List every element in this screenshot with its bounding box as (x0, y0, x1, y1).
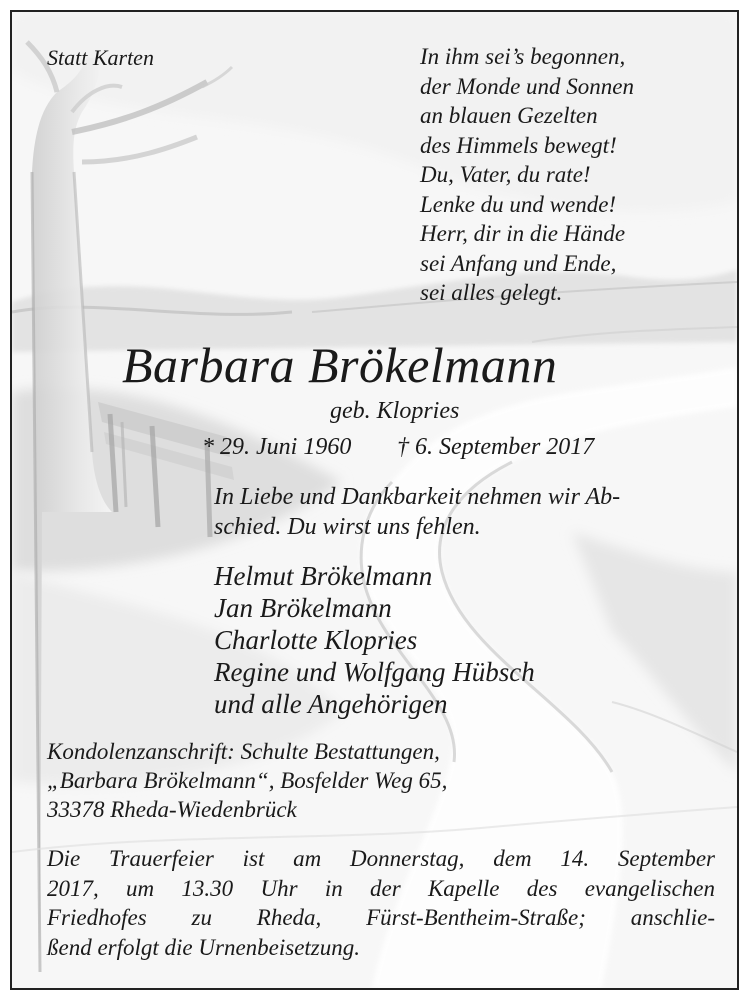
farewell-line: schied. Du wirst uns fehlen. (214, 514, 481, 540)
poem-line: Lenke du und wende! (420, 191, 617, 217)
deceased-name: Barbara Brökelmann (122, 337, 558, 393)
poem-line: der Monde und Sonnen (420, 73, 634, 99)
statt-karten-note: Statt Karten (47, 45, 154, 70)
poem-line: In ihm sei’s begonnen, (420, 44, 626, 69)
condolence-line: Kondolenzanschrift: Schulte Bestattungen, (47, 739, 440, 764)
farewell-line: In Liebe und Dankbarkeit nehmen wir Ab- (214, 484, 621, 510)
funeral-line: Die Trauerfeier ist am Donnerstag, dem 14. September (47, 846, 715, 871)
funeral-line: Friedhofes zu Rheda, Fürst-Bentheim-Straße; anschlie- (47, 905, 715, 930)
condolence-line: „Barbara Brökelmann“, Bosfelder Weg 65, (47, 768, 448, 793)
funeral-line: ßend erfolgt die Urnenbeisetzung. (47, 934, 361, 960)
poem-line: sei alles gelegt. (420, 280, 563, 305)
poem-line: Herr, dir in die Hände (420, 221, 626, 246)
poem-line: an blauen Gezelten (420, 103, 598, 128)
condolence-line: 33378 Rheda-Wiedenbrück (47, 797, 297, 822)
family-member: Jan Brökelmann (214, 593, 392, 623)
poem-line: sei Anfang und Ende, (420, 250, 617, 276)
funeral-notice (47, 844, 715, 962)
funeral-line: 2017, um 13.30 Uhr in der Kapelle des evangelischen (47, 875, 715, 901)
obituary-card (10, 10, 739, 990)
family-member: Charlotte Klopries (214, 625, 418, 655)
death-date: † 6. September 2017 (397, 434, 595, 460)
family-member: Helmut Brökelmann (214, 561, 433, 591)
family-member: und alle Angehörigen (214, 689, 448, 719)
maiden-name: geb. Klopries (330, 398, 460, 424)
birth-date: * 29. Juni 1960 (202, 434, 352, 460)
poem-line: Du, Vater, du rate! (420, 162, 591, 187)
poem-line: des Himmels bewegt! (420, 132, 617, 158)
family-member: Regine und Wolfgang Hübsch (214, 657, 535, 687)
